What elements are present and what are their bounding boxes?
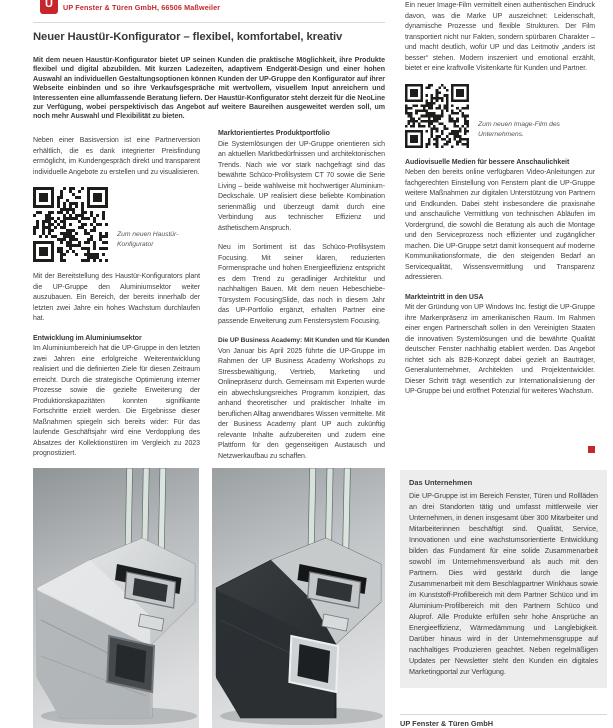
window-profile-photo-dark <box>212 468 385 728</box>
paragraph: Neben einer Basisversion ist eine Partnerversion erhältlich, die es dank integrierter Preisfindung ermöglicht, im Kundengespräch direkt und transparent individuelle Angebote zu erstellen und zu visualisieren. <box>33 137 200 176</box>
paragraph: Mit der Gründung von UP Windows Inc. festigt die UP-Gruppe ihre Markenpräsenz im amerikanischen Raum. Im Rahmen einer engen Partnerschaft sollen in den Vereinigten Staaten die innovativen Systemlösungen und die bewährte Qualität deutscher Fenster nachhaltig etabliert werden. Das Angebot richtet sich als B2B-Konzept dabei gezielt an Bauträger, Generalunternehmer, Architekten und Projektentwickler. Dieser Schritt trägt wesentlich zur Internationalisierung der UP-Gruppe bei und eröffnet Potenzial für weiteres Wachstum. <box>405 304 595 395</box>
window-profile-photos <box>33 468 385 728</box>
article-end-marker-icon <box>588 446 595 453</box>
header-divider <box>33 22 385 23</box>
section-heading-portfolio: Marktorientiertes Produktportfolio <box>218 130 330 137</box>
company-box-body: Die UP-Gruppe ist im Bereich Fenster, Türen und Rollläden an drei Standorten tätig und umfasst mittlerweile vier Unternehmen, in denen insgesamt über 300 Mitarbeiter und Mitarbeiterinnen beschäftigt sind. Qualität, Service, Innovationen und eine wachstumsorientierte Entwicklung bilden das Fundament für eine solide Zusammenarbeit sowohl im Unternehmensverbund als auch mit den Partnern. Dies wird gestärkt durch die lange Zusammenarbeit mit dem Beschlagpartner Winkhaus sowie im Kunststoff-Profilbereich mit dem Partner Schüco und im Aluminium-Profilbereich mit den Partnern Schüco und Aluprof. Alle Produkte erfüllen sehr hohe Ansprüche an Energieeffizienz, Wärmedämmung und Langlebigkeit. Darüber hinaus wird in der Unternehmensgruppe auf nachhaltiges Produzieren geachtet. Neben regelmäßigen Updates per Newsletter steht den Kunden ein digitales Marketingportal zur Verfügung. <box>409 491 598 676</box>
column-left <box>33 136 200 469</box>
company-info-box <box>400 470 607 688</box>
intro-paragraph: Mit dem neuen Haustür-Konfigurator bietet UP seinen Kunden die praktische Möglichkeit, ihre Produkte flexibel und digital abzubilden. Mit kurzen Ladezeiten, adaptivem Endgerät-Design und einer hohen Auswahl an individuellen Gestaltungsoptionen können Kunden der UP-Gruppe den Konfigurator auf ihrer Webseite einbinden und so ihre Verkaufsgespräche mit wertvollem, visuellem Input anreichern und Interessenten eine allumfassende Beratung liefern. Der Haustür-Konfigurator steht derzeit für die NeoLine zur Verfügung, wobei perspektivisch das Angebot auf weitere Baureihen ausgeweitet werden soll, um noch mehr Auswahl und Flexibilität zu bieten. <box>33 56 385 121</box>
paragraph: Neu im Sortiment ist das Schüco-Profilsystem Focusing. Mit seiner klaren, reduzierten Formensprache und hohen Energieeffizienz entspricht es dem Trend zu geradliniger Architektur und nachhaltigen Bauen. Mit dem neuen Hebeschiebe-Türsystem FocusingSlide, das noch in diesem Jahr das UP-Portfolio ergänzt, erhalten Partner eine passende Erweiterung zum Fenstersystem Focusing. <box>218 244 385 325</box>
paragraph: Im Aluminiumbereich hat die UP-Gruppe in den letzten zwei Jahren eine erfolgreiche Weiterentwicklung realisiert und die definierten Ziele für diesen Zeitraum erreicht. Durch die strategische Optimierung interner Prozesse sowie die gezielte Erweiterung der Produktionskapazitäten konnten signifikante Fortschritte erzielt werden. Die Ergebnisse dieser Maßnahmen spiegeln sich bereits wider: Für das laufende Geschäftsjahr wird eine Verdopplung des Absatzes der Kollektionstüren im Vergleich zu 2023 prognostiziert. <box>33 345 200 457</box>
publisher-line: UP Fenster & Türen GmbH, 66506 Maßweiler <box>63 3 221 12</box>
section-heading-usa: Markteintritt in den USA <box>405 293 484 301</box>
qr-code-icon <box>33 187 108 262</box>
section-heading-academy: Die UP Business Academy: Mit Kunden und für Kunden <box>218 337 390 344</box>
paragraph: Die Systemlösungen der UP-Gruppe orientieren sich an aktuellen Marktbedürfnissen und architektonischen Trends. Nach wie vor stark nachgefragt sind das bewährte Schüco-Profilsystem CT 70 sowie die Serie Living – beide wahlweise mit hochwertiger Aluminium-Deckschale. UP realisiert diese beliebte Kombination serienmäßig und überzeugt damit durch eine Verbindung aus technischer Effizienz und ästhetischem Anspruch. <box>218 140 385 232</box>
section-heading-media: Audiovisuelle Medien für bessere Anschaulichkeit <box>405 158 570 166</box>
headline: Neuer Haustür-Konfigurator – flexibel, komfortabel, kreativ <box>33 31 343 43</box>
qr-code-icon <box>405 84 469 148</box>
company-box-title: Das Unternehmen <box>409 478 473 487</box>
logo-letter: U <box>45 0 53 10</box>
column-middle <box>218 129 390 471</box>
qr-block-konfigurator <box>33 187 200 262</box>
column-right <box>405 1 595 407</box>
footer-divider <box>400 714 607 715</box>
paragraph: Mit der Bereitstellung des Haustür-Konfigurators plant die UP-Gruppe den Aluminiumsektor weiter auszubauen. Ein Bereich, der bereits innerhalb der letzten zwei Jahre ein hohes Wachstum durchlaufen hat. <box>33 273 200 322</box>
section-heading-aluminium: Entwicklung im Aluminiumsektor <box>33 334 142 342</box>
paragraph: Von Januar bis April 2025 führte die UP-Gruppe im Rahmen der UP Business Academy Workshops zu Stressbewältigung, Vertrieb, Marketing und Onlinepräsenz durch. Gemeinsam mit Experten wurde ein abwechslungsreiches Programm konzipiert, das anhand theoretischer und praktischer Inhalte im beruflichen Alltag anwendbares Wissen vermittelte. Mit der Business Academy plant UP auch zukünftig relevante Inhalte aufzubereiten und zudem eine Plattform für den gegenseitigen Austausch und Netzwerkaufbau zu schaffen. <box>218 347 385 460</box>
qr-caption: Zum neuen Haustür-Konfigurator <box>117 231 179 248</box>
qr-caption: Zum neuen Image-Film des Unternehmens. <box>478 120 560 138</box>
up-logo-icon <box>40 0 58 14</box>
paragraph: Ein neuer Image-Film vermittelt einen authentischen Eindruck davon, was die Marke UP auszeichnet: Leidenschaft, dynamische Prozesse und flexible Strukturen. Der Film transportiert nicht nur Fakten, sondern spürbaren Charakter – und macht deutlich, wofür UP und das Leitmotiv „anders ist besser“ stehen. Modern inszeniert und emotional erzählt, bietet er eine kraftvolle Visitenkarte für Kunden und Partner. <box>405 2 595 72</box>
window-profile-photo-light <box>33 468 199 728</box>
paragraph: Neben den bereits online verfügbaren Video-Anleitungen zur fachgerechten Einstellung von Fenstern plant die UP-Gruppe weitere Maßnahmen zur digitalen Unterstützung von Partnern und Endkunden. Dabei steht insbesondere die praxisnahe und anschauliche Vermittlung von technischen Abläufen im Vordergrund, die sowohl die Beratung als auch die Montage und den Serviceprozess noch effizienter und zugänglicher machen. Die UP-Gruppe setzt damit konsequent auf moderne Kommunikationsformate, die den steigenden Bedarf an Servicequalität, Wissensvermittlung und Transparenz adressieren. <box>405 169 595 281</box>
footer-company-name: UP Fenster & Türen GmbH <box>400 719 494 728</box>
qr-block-imagefilm <box>405 84 595 148</box>
